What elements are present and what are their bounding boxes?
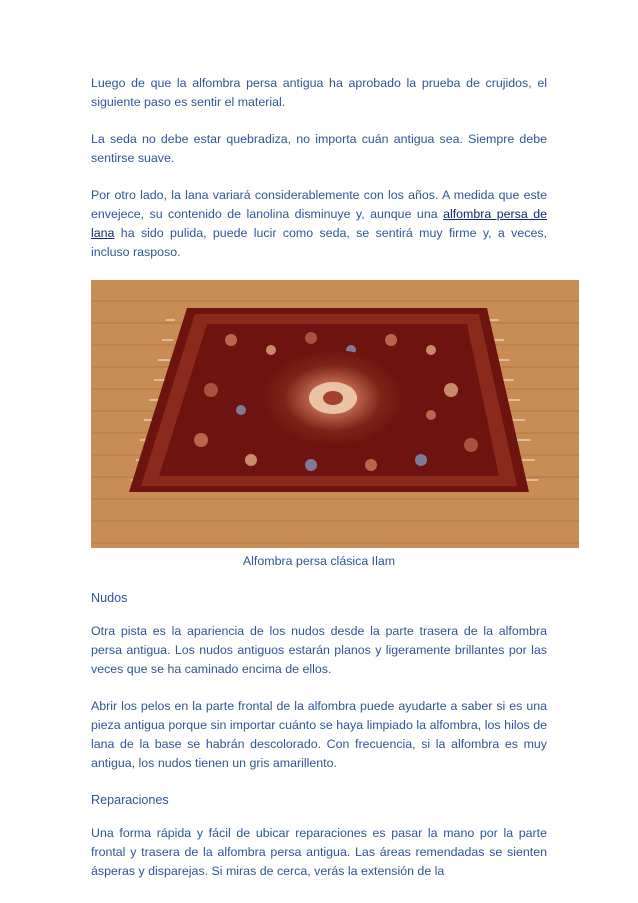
document-content — [91, 74, 547, 881]
rug-illustration — [91, 280, 579, 548]
wool-rug-link[interactable]: alfombra persa de lana — [91, 207, 547, 240]
paragraph-wool-text-start: Por otro lado, la lana variará considerablemente con los años. A medida que este envejece, su contenido de lanolina disminuye y, aunque una — [91, 188, 547, 221]
heading-nudos: Nudos — [91, 591, 128, 605]
figure-caption: Alfombra persa clásica Ilam — [242, 554, 396, 568]
paragraph-silk: La seda no debe estar quebradiza, no importa cuán antigua sea. Siempre debe sentirse suave. — [91, 132, 547, 165]
paragraph-intro: Luego de que la alfombra persa antigua ha aprobado la prueba de crujidos, el siguiente paso es sentir el material. — [91, 76, 547, 109]
paragraph-knots-1: Otra pista es la apariencia de los nudos desde la parte trasera de la alfombra persa antigua. Los nudos antiguos estarán planos y ligeramente brillantes por las veces que se ha caminado encima de ellos. — [91, 624, 547, 676]
heading-reparaciones: Reparaciones — [91, 793, 169, 807]
paragraph-knots-2: Abrir los pelos en la parte frontal de la alfombra puede ayudarte a saber si es una pieza antigua porque sin importar cuánto se haya limpiado la alfombra, los hilos de lana de la base se habrán descolorado. Con frecuencia, si la alfombra es muy antigua, los nudos tienen un gris amarillento. — [91, 699, 547, 770]
paragraph-repairs: Una forma rápida y fácil de ubicar reparaciones es pasar la mano por la parte frontal y trasera de la alfombra persa antigua. Las áreas remendadas se sienten ásperas y disparejas. Si miras de cerca, verás la extensión de la — [91, 826, 547, 878]
rug-photo — [91, 280, 579, 548]
paragraph-wool-text-end: ha sido pulida, puede lucir como seda, se sentirá muy firme y, a veces, incluso rasposo. — [91, 226, 547, 259]
paragraph-wool — [91, 186, 547, 262]
